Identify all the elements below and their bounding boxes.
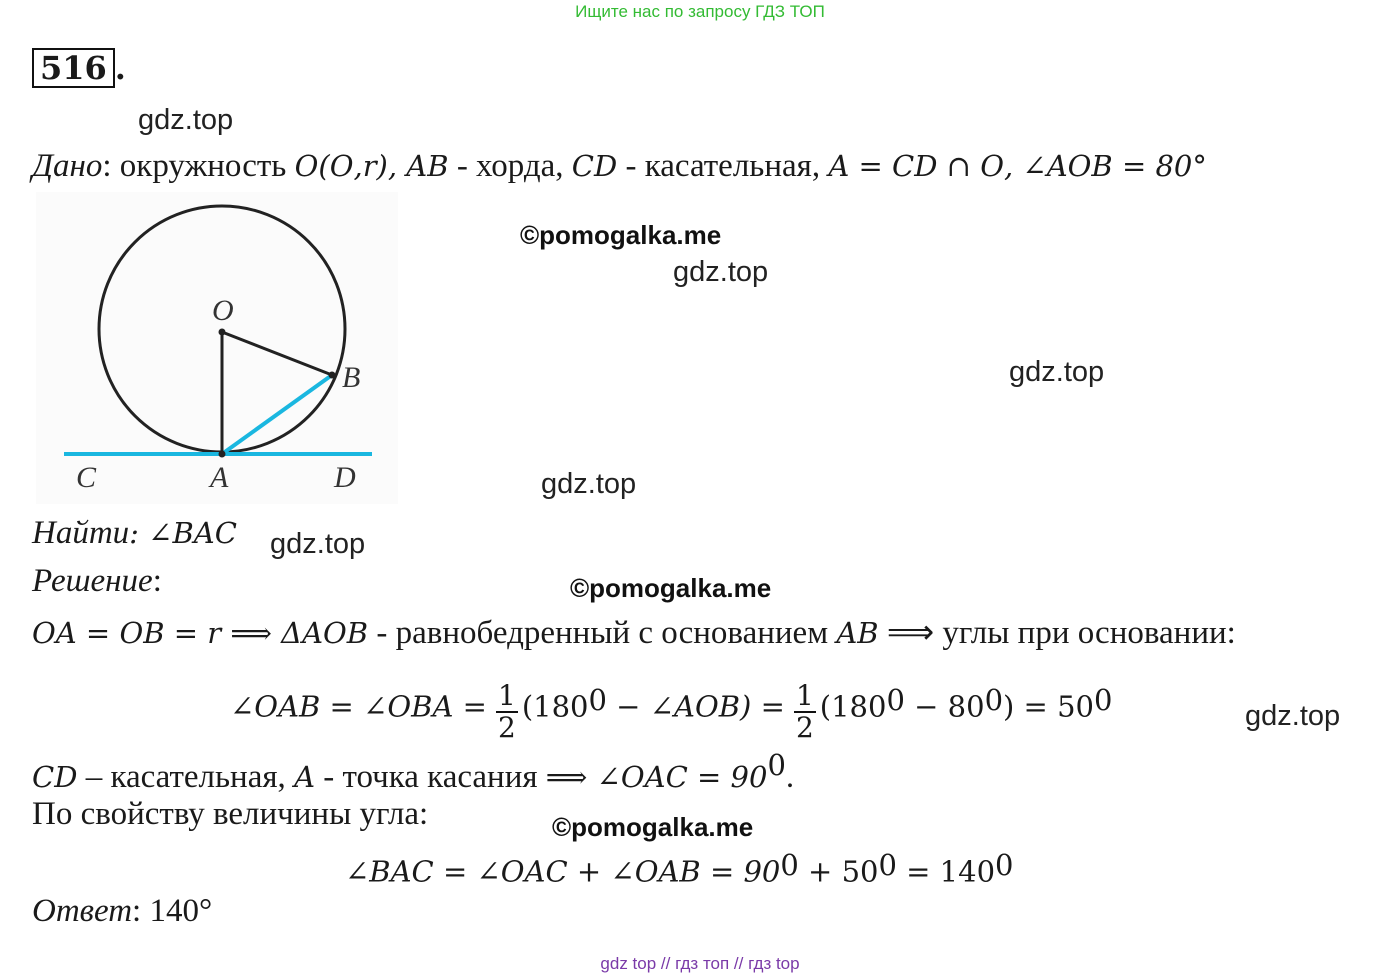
watermark-pomogalka: ©pomogalka.me: [520, 220, 722, 250]
fraction-numerator: 1: [795, 678, 814, 712]
eq1-right-a: (180: [819, 689, 887, 724]
degree-sup: 0: [984, 683, 1004, 717]
solution-colon: :: [152, 563, 162, 599]
isosceles-text: - равнобедренный с основанием: [368, 615, 837, 651]
equation-bac: [345, 840, 1013, 890]
problem-number: [32, 48, 126, 88]
solution-line-1: [32, 612, 1236, 652]
chord-ab: [222, 375, 332, 454]
fraction-denominator: 2: [498, 710, 516, 744]
watermark-pomogalka: ©pomogalka.me: [570, 573, 772, 603]
given-line: [32, 148, 1207, 185]
label-c: C: [76, 461, 97, 494]
right-angle-oac: ⟹ ∠𝑂𝐴𝐶 = 90: [545, 760, 768, 794]
watermark-gdz: gdz.top: [138, 104, 234, 136]
point-a: [219, 451, 226, 458]
touch-point-text: - точка касания: [315, 759, 546, 795]
eq1-mid-b: − ∠𝐴𝑂𝐵) =: [606, 689, 785, 724]
answer-label: Ответ: [32, 893, 133, 929]
watermark-gdz: gdz.top: [1245, 700, 1341, 732]
point-b: [329, 372, 336, 379]
solution-heading: [32, 563, 162, 600]
watermark-gdz: gdz.top: [1009, 356, 1105, 388]
answer-line: [32, 893, 212, 930]
given-cd: 𝐶𝐷: [571, 149, 618, 183]
tangent-cd: 𝐶𝐷: [32, 760, 78, 794]
watermark-gdz: gdz.top: [541, 468, 637, 500]
eq2-a: ∠𝐵𝐴𝐶 = ∠𝑂𝐴𝐶 + ∠𝑂𝐴𝐵 = 90: [345, 854, 781, 889]
fraction-half: [496, 678, 518, 744]
radii-equal: 𝑂𝐴 = 𝑂𝐵 = 𝑟 ⟹ Δ𝐴𝑂𝐵: [32, 616, 369, 650]
watermark-gdz: gdz.top: [673, 256, 769, 288]
degree-sup: 0: [878, 848, 897, 882]
fraction-denominator: 2: [795, 710, 814, 744]
watermark-gdz: gdz.top: [270, 528, 366, 560]
degree-sup: 0: [588, 683, 607, 717]
find-label: Найти: [32, 515, 130, 551]
given-label: Дано: [32, 148, 103, 184]
base-ab: 𝐴𝐵: [836, 616, 879, 650]
point-o: [219, 329, 226, 336]
given-text: : окружность: [102, 148, 295, 184]
degree-sup: 0: [995, 848, 1014, 882]
problem-number-dot: .: [114, 49, 126, 87]
solution-line-3: По свойству величины угла:: [32, 796, 429, 832]
line2-period: .: [785, 759, 795, 795]
eq1-mid-a: (180: [521, 689, 589, 724]
eq1-right-c: ) = 50: [1003, 689, 1094, 724]
geometry-figure: [36, 192, 398, 504]
base-angles-text: ⟹ углы при основании:: [878, 615, 1236, 651]
top-banner: Ищите нас по запросу ГДЗ ТОП: [575, 2, 825, 21]
label-d: D: [334, 461, 356, 494]
degree-sup: 0: [780, 848, 799, 882]
eq2-b: + 50: [798, 854, 879, 889]
eq1-right-b: − 80: [904, 689, 985, 724]
radius-ob: [222, 332, 332, 375]
label-a: A: [210, 461, 229, 494]
label-o: O: [212, 294, 234, 327]
degree-sup: 0: [1093, 683, 1113, 717]
fraction-half: [794, 678, 816, 744]
find-target: : ∠𝐵𝐴𝐶: [129, 516, 237, 550]
watermark-pomogalka: ©pomogalka.me: [552, 812, 754, 842]
solution-line-2: [32, 748, 794, 796]
given-circle: 𝑂(𝑂,𝑟), 𝐴𝐵: [294, 149, 449, 183]
eq2-c: = 140: [896, 854, 996, 889]
degree-sup: 0: [767, 748, 786, 782]
solution-label: Решение: [32, 563, 153, 599]
answer-value: : 140°: [132, 893, 213, 929]
tangent-text: – касательная,: [77, 759, 295, 795]
given-tangent-text: - касательная,: [617, 148, 829, 184]
equation-base-angles: [230, 660, 1113, 744]
eq1-left: ∠𝑂𝐴𝐵 = ∠𝑂𝐵𝐴 =: [230, 689, 487, 724]
figure-svg: [36, 192, 398, 504]
given-chord-text: - хорда,: [448, 148, 572, 184]
find-line: [32, 515, 237, 552]
problem-number-box: 516: [32, 48, 115, 88]
footer-links: gdz top // гдз топ // гдз top: [600, 954, 800, 973]
degree-sup: 0: [886, 683, 905, 717]
label-b: B: [342, 361, 361, 394]
given-condition: 𝐴 = 𝐶𝐷 ∩ 𝑂, ∠𝐴𝑂𝐵 = 80°: [828, 149, 1207, 183]
point-a-ref: 𝐴: [294, 760, 316, 794]
fraction-numerator: 1: [498, 678, 516, 712]
